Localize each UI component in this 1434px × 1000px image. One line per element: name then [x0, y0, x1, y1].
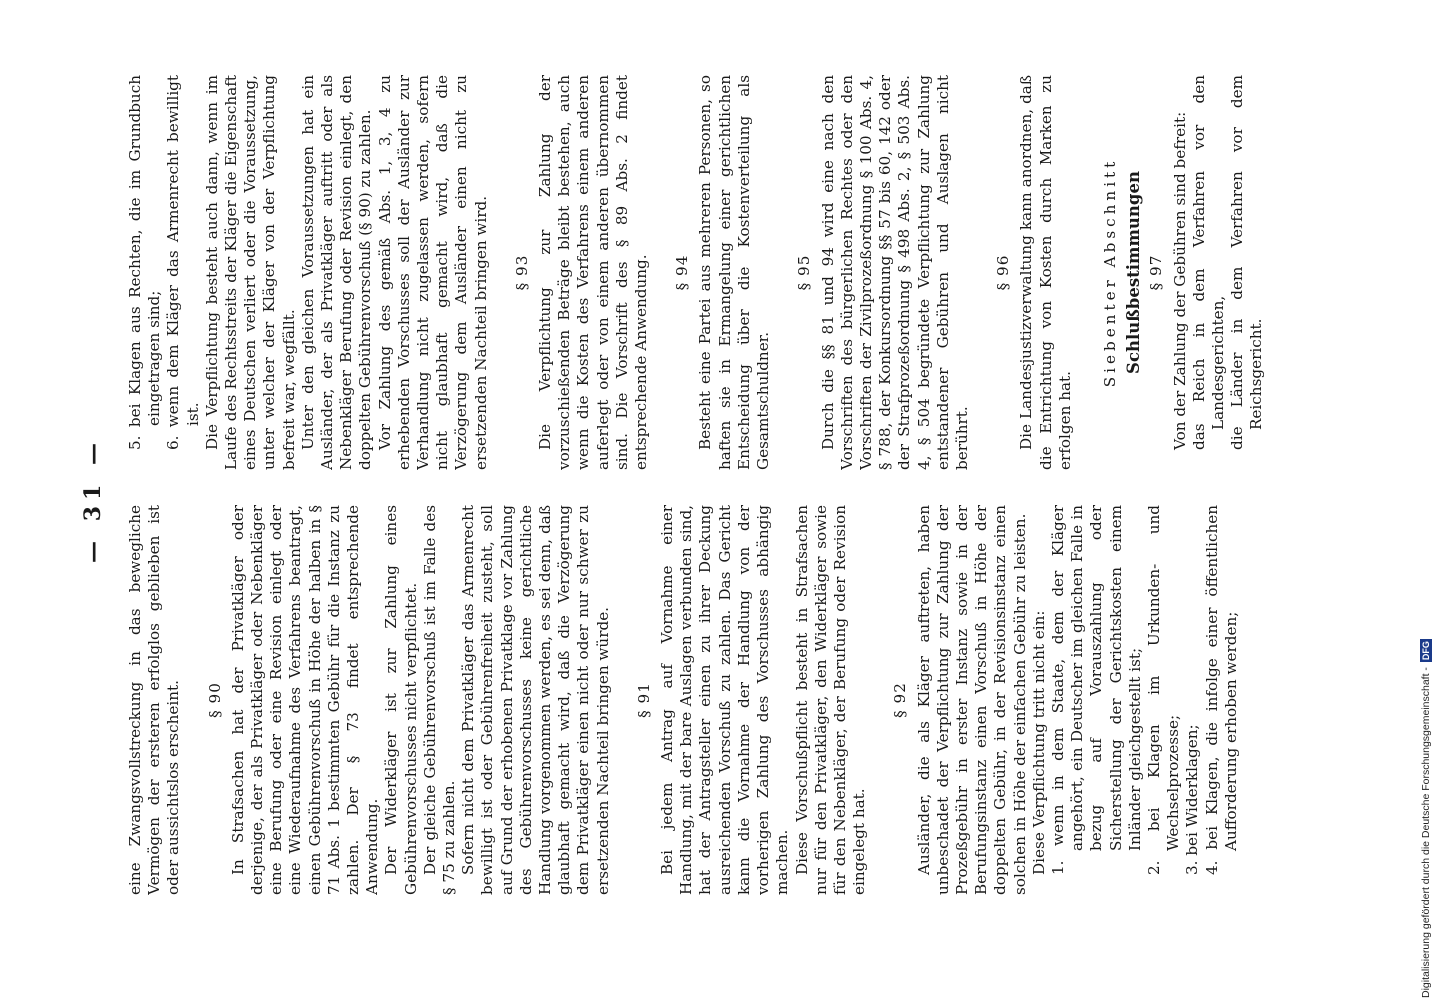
section-heading-93: § 93 — [512, 254, 531, 291]
credit-text: Digitalisierung gefördert durch die Deutsche Forschungsgemeinschaft - — [1420, 667, 1432, 998]
paragraph: Der gleiche Gebührenvorschuß ist im Falle des § 75 zu zahlen. — [420, 505, 459, 895]
section-heading-91: § 91 — [634, 682, 653, 718]
paragraph: In Strafsachen hat der Privatkläger oder derjenige, der als Privatkläger oder Nebenkläger eine Berufung oder eine Revision einlegt oder eine Wiederaufnahme des Verfahrens beantragt, einen Gebührenvorschuß in Höhe der halben in § 71 Abs. 1 bestimmten Gebühr für die Instanz zu zahlen. Der § 73 findet entsprechende Anwendung. — [228, 505, 382, 895]
paragraph: eine Zwangsvollstreckung in das bewegliche Vermögen der ersteren erfolglos geblieben ist oder aussichtslos erscheint. — [126, 505, 183, 895]
dfg-logo: DFG — [1421, 641, 1431, 661]
page-number: — 31 — — [80, 437, 106, 563]
paragraph: Der Widerkläger ist zur Zahlung eines Gebührenvorschusses nicht verpflichtet. — [382, 505, 420, 895]
list-item: 6. wenn dem Kläger das Armenrecht bewilligt ist. — [164, 75, 202, 450]
section-heading-95: § 95 — [795, 254, 814, 291]
section-heading-90: § 90 — [205, 682, 224, 718]
digitization-credit — [1418, 8, 1434, 998]
chapter-title: Schlußbestimmungen — [1124, 171, 1144, 374]
section-heading-92: § 92 — [891, 682, 910, 718]
paragraph: Durch die §§ 81 und 94 wird eine nach den Vorschriften des bürgerlichen Rechtes oder den Vorschriften der Zivilprozeßordnung § 100 Abs. 4, § 788, der Konkursordnung §§ 57 bis 60, 142 oder der Strafprozeßordnung § 498 Abs. 2, § 503 Abs. 4, § 504 begründete Verpflichtung zur Zahlung entstandener Gebühren und Auslagen nicht berührt. — [818, 75, 971, 470]
section-heading-97: § 97 — [1147, 254, 1166, 291]
paragraph: Vor Zahlung des gemäß Abs. 1, 3, 4 zu erhebenden Vorschusses soll der Ausländer zur Verhandlung nicht zugelassen werden, sofern nicht glaubhaft gemacht wird, daß die Verzögerung dem Ausländer einen nicht zu ersetzenden Nachteil bringen wird. — [375, 75, 490, 470]
paragraph: Diese Verpflichtung tritt nicht ein: — [1029, 610, 1048, 875]
list-item: 2. bei Klagen im Urkunden- und Wechselprozesse; — [1144, 505, 1183, 875]
paragraph: Diese Vorschußpflicht besteht in Strafsachen nur für den Privatkläger, den Widerkläger sowie für den Nebenkläger, der Berufung oder Revision eingelegt hat. — [792, 505, 869, 895]
paragraph: Von der Zahlung der Gebühren sind befreit: — [1170, 111, 1189, 450]
paragraph: Die Verpflichtung besteht auch dann, wenn im Laufe des Rechtsstreits der Kläger die Eigenschaft eines Deutschen verliert oder die Voraussetzung, unter welcher der Kläger von der Verpflichtung befreit war, wegfällt. — [202, 75, 298, 470]
left-column — [126, 505, 1294, 895]
list-item: 3. bei Widerklagen; — [1183, 724, 1202, 875]
list-item: 5. bei Klagen aus Rechten, die im Grundbuch eingetragen sind; — [126, 75, 164, 450]
list-item: 4. bei Klagen, die infolge einer öffentlichen Aufforderung erhoben werden; — [1202, 505, 1240, 875]
list-item: 1. wenn in dem Staate, dem der Kläger angehört, ein Deutscher im gleichen Falle in bezug auf Vorauszahlung oder Sicherstellung der Gerichtskosten einem Inländer gleichgestellt ist; — [1048, 505, 1144, 875]
paragraph: Die Landesjustizverwaltung kann anordnen, daß die Entrichtung von Kosten durch Marken zu erfolgen hat. — [1017, 75, 1074, 470]
paragraph: Unter den gleichen Voraussetzungen hat ein Ausländer, der als Privatkläger auftritt oder als Nebenkläger Berufung oder Revision einlegt, den doppelten Gebührenvorschuß (§ 90) zu zahlen. — [298, 75, 375, 470]
paragraph: Sofern nicht dem Privatkläger das Armenrecht bewilligt ist oder Gebührenfreiheit zusteht, soll auf Grund der erhobenen Privatklage vor Zahlung des Gebührenvorschusses keine gerichtliche Handlung vorgenommen werden, es sei denn, daß glaubhaft gemacht wird, daß die Verzögerung dem Privatkläger einen nicht oder nur schwer zu ersetzenden Nachteil bringen würde. — [459, 505, 612, 895]
section-heading-96: § 96 — [994, 254, 1013, 291]
section-heading-94: § 94 — [673, 254, 692, 291]
paragraph: Besteht eine Partei aus mehreren Personen, so haften sie in Ermangelung einer gerichtlichen Entscheidung über die Kostenverteilung als Gesamtschuldner. — [696, 75, 773, 470]
list-item: die Länder in dem Verfahren vor dem Reichsgericht. — [1228, 75, 1266, 450]
list-item: das Reich in dem Verfahren vor den Landesgerichten, — [1189, 75, 1227, 450]
paragraph: Die Verpflichtung zur Zahlung der vorzuschießenden Beträge bleibt bestehen, auch wenn die Kosten des Verfahrens einem anderen auferlegt oder von einem anderen übernommen sind. Die Vorschrift des § 89 Abs. 2 findet entsprechende Anwendung. — [536, 75, 651, 470]
paragraph: Bei jedem Antrag auf Vornahme einer Handlung, mit der bare Auslagen verbunden sind, hat der Antragsteller einen zu ihrer Deckung ausreichenden Vorschuß zu zahlen. Das Gericht kann die Vornahme der Handlung von der vorherigen Zahlung des Vorschusses abhängig machen. — [658, 505, 792, 895]
right-column — [126, 75, 1294, 470]
chapter-heading: Siebenter Abschnitt — [1100, 157, 1119, 388]
paragraph: Ausländer, die als Kläger auftreten, haben unbeschadet der Verpflichtung zur Zahlung der Prozeßgebühr in erster Instanz sowie in der Berufungsinstanz einen Vorschuß in Höhe der doppelten Gebühr, in der Revisionsinstanz einen solchen in Höhe der einfachen Gebühr zu leisten. — [914, 505, 1029, 895]
